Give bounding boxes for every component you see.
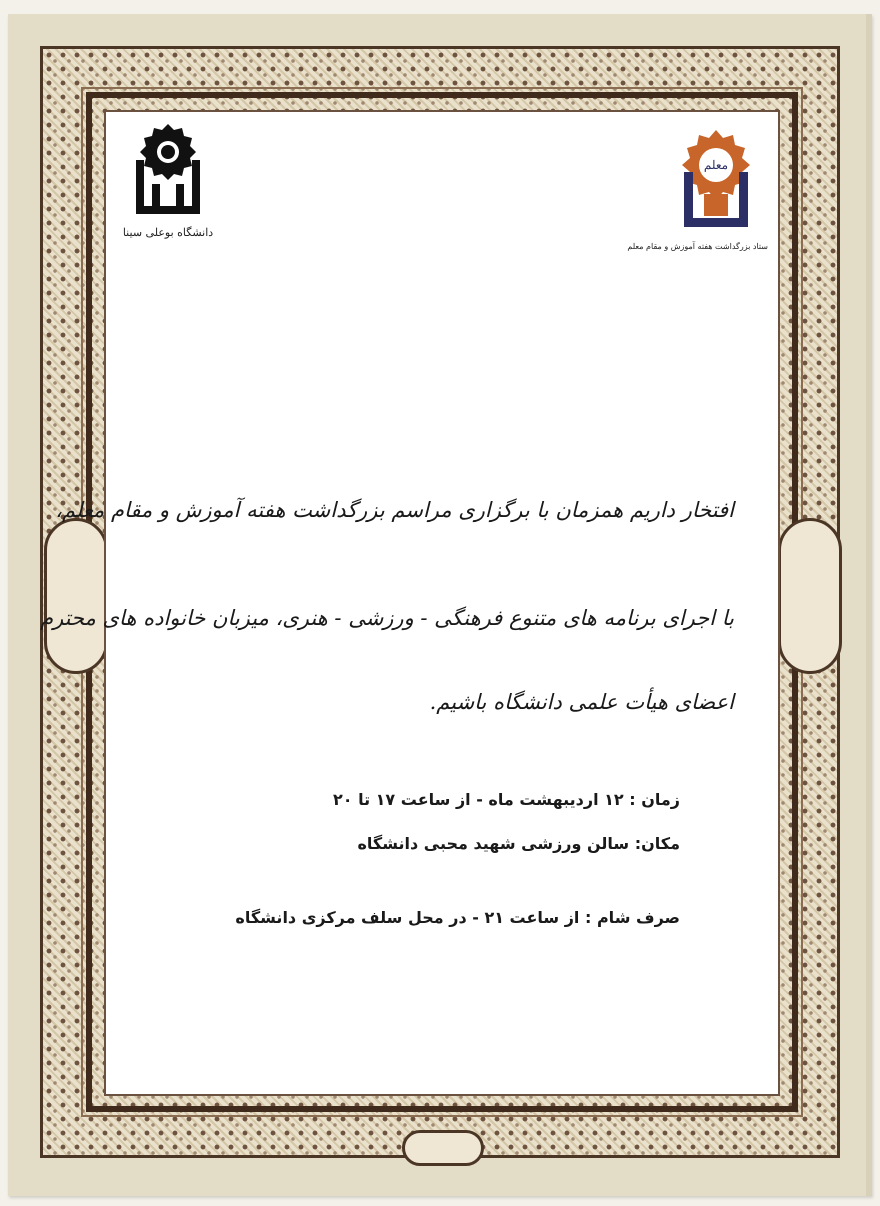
invitation-line-2: با اجرای برنامه های متنوع فرهنگی - ورزشی - هنری، میزبان خانواده های محترم	[40, 606, 734, 630]
invitation-line-3: اعضای هیأت علمی دانشگاه باشیم.	[429, 690, 734, 714]
invitation-line-1: افتخار داریم همزمان با برگزاری مراسم بزرگداشت هفته آموزش و مقام معلم،	[55, 498, 734, 522]
event-time: زمان : ۱۲ اردیبهشت ماه - از ساعت ۱۷ تا ۲۰	[332, 790, 680, 809]
teacher-word: معلم	[703, 158, 729, 172]
teacher-week-logo-caption: ستاد بزرگداشت هفته آموزش و مقام معلم	[627, 242, 768, 251]
right-cartouche-ornament	[778, 518, 842, 674]
university-logo-caption: دانشگاه بوعلی سینا	[122, 226, 214, 239]
university-logo	[116, 120, 220, 270]
teacher-week-logo	[627, 128, 768, 278]
teacher-week-logo-icon	[674, 128, 758, 236]
event-place: مکان: سالن ورزشی شهید محبی دانشگاه	[357, 834, 680, 853]
dinner-info: صرف شام : از ساعت ۲۱ - در محل سلف مرکزی دانشگاه	[235, 908, 680, 927]
bottom-cartouche-ornament	[402, 1130, 484, 1166]
left-cartouche-ornament	[44, 518, 108, 674]
bu-ali-sina-university-logo-icon	[128, 120, 208, 220]
